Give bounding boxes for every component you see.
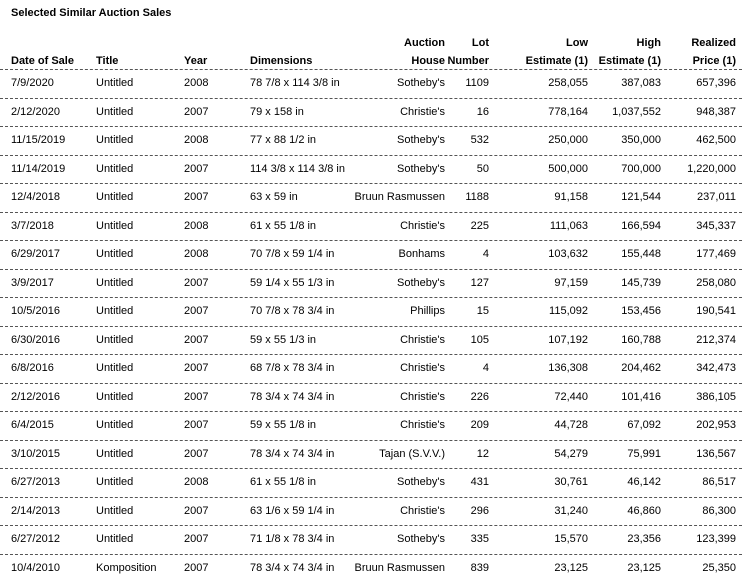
cell-dimensions: 114 3/8 x 114 3/8 in	[250, 162, 345, 175]
cell-lot: 532	[470, 134, 489, 146]
cell-house: Christie's	[400, 362, 445, 374]
cell-title: Untitled	[96, 333, 134, 346]
table-row	[0, 525, 742, 554]
table-row	[0, 269, 742, 298]
table-row	[0, 440, 742, 469]
cell-house: Bonhams	[398, 248, 445, 260]
cell-price: 202,953	[696, 419, 736, 431]
table-row	[0, 411, 742, 440]
cell-year: 2007	[184, 162, 209, 175]
cell-house: Tajan (S.V.V.)	[379, 447, 445, 460]
cell-title: Untitled	[96, 362, 134, 374]
cell-title: Untitled	[96, 134, 134, 146]
cell-title: Untitled	[96, 191, 134, 203]
header-price-line2: Price (1)	[692, 55, 736, 67]
cell-lot: 226	[470, 390, 489, 403]
cell-title: Untitled	[96, 248, 134, 260]
cell-dimensions: 59 x 55 1/8 in	[250, 419, 317, 431]
cell-price: 177,469	[696, 248, 736, 260]
cell-dimensions: 61 x 55 1/8 in	[250, 219, 317, 232]
header-price-line1: Realized	[691, 37, 736, 49]
cell-price: 345,337	[696, 219, 736, 232]
cell-date: 2/12/2020	[11, 105, 60, 118]
cell-house: Christie's	[400, 504, 445, 517]
cell-title: Komposition	[96, 561, 157, 574]
cell-high: 121,544	[621, 191, 661, 203]
cell-house: Christie's	[400, 219, 445, 232]
cell-dimensions: 78 3/4 x 74 3/4 in	[250, 447, 335, 460]
table-row	[0, 183, 742, 212]
cell-high: 101,416	[621, 390, 661, 403]
cell-price: 657,396	[696, 77, 736, 89]
table-row	[0, 297, 742, 326]
cell-lot: 105	[470, 333, 489, 346]
cell-high: 46,860	[627, 504, 661, 517]
cell-low: 91,158	[554, 191, 588, 203]
cell-date: 3/7/2018	[11, 219, 54, 232]
cell-dimensions: 61 x 55 1/8 in	[250, 476, 317, 488]
cell-price: 136,567	[696, 447, 736, 460]
header-title: Title	[96, 55, 119, 67]
header-house-line2: House	[411, 55, 445, 67]
cell-title: Untitled	[96, 533, 134, 545]
table-row	[0, 240, 742, 269]
cell-year: 2008	[184, 77, 209, 89]
cell-dimensions: 71 1/8 x 78 3/4 in	[250, 533, 335, 545]
cell-date: 2/12/2016	[11, 390, 60, 403]
cell-lot: 1109	[465, 77, 489, 89]
cell-price: 1,220,000	[687, 162, 736, 175]
table-row	[0, 155, 742, 184]
cell-low: 258,055	[548, 77, 588, 89]
cell-low: 115,092	[549, 305, 588, 317]
cell-date: 3/9/2017	[11, 276, 54, 289]
cell-house: Phillips	[410, 305, 445, 317]
cell-high: 145,739	[621, 276, 661, 289]
cell-dimensions: 59 1/4 x 55 1/3 in	[250, 276, 335, 289]
cell-price: 462,500	[696, 134, 736, 146]
cell-title: Untitled	[96, 476, 134, 488]
cell-high: 67,092	[627, 419, 661, 431]
cell-high: 23,125	[627, 561, 661, 574]
cell-lot: 209	[470, 419, 489, 431]
cell-high: 155,448	[621, 248, 661, 260]
cell-lot: 296	[470, 504, 489, 517]
cell-price: 386,105	[696, 390, 736, 403]
cell-dimensions: 68 7/8 x 78 3/4 in	[250, 362, 335, 374]
cell-title: Untitled	[96, 77, 134, 89]
cell-house: Sotheby's	[397, 77, 445, 89]
cell-lot: 431	[470, 476, 489, 488]
cell-low: 111,063	[549, 219, 588, 232]
cell-date: 10/5/2016	[11, 305, 60, 317]
cell-low: 136,308	[548, 362, 588, 374]
cell-high: 700,000	[621, 162, 661, 175]
cell-low: 103,632	[548, 248, 588, 260]
header-low-line1: Low	[566, 37, 588, 49]
cell-low: 72,440	[554, 390, 588, 403]
cell-year: 2008	[184, 248, 209, 260]
cell-year: 2007	[184, 333, 209, 346]
cell-dimensions: 78 3/4 x 74 3/4 in	[250, 561, 335, 574]
cell-lot: 225	[470, 219, 489, 232]
cell-house: Christie's	[400, 333, 445, 346]
cell-year: 2007	[184, 447, 209, 460]
cell-date: 10/4/2010	[11, 561, 60, 574]
cell-date: 6/8/2016	[11, 362, 54, 374]
cell-price: 237,011	[697, 191, 736, 203]
cell-price: 86,300	[702, 504, 736, 517]
cell-lot: 4	[482, 248, 489, 260]
cell-date: 2/14/2013	[11, 504, 60, 517]
cell-title: Untitled	[96, 162, 134, 175]
cell-house: Christie's	[400, 105, 445, 118]
cell-date: 7/9/2020	[11, 77, 54, 89]
cell-lot: 16	[476, 105, 489, 118]
cell-low: 250,000	[548, 134, 588, 146]
cell-date: 11/14/2019	[11, 162, 66, 175]
table-row	[0, 126, 742, 155]
cell-dimensions: 63 x 59 in	[250, 191, 298, 203]
cell-year: 2007	[184, 390, 209, 403]
header-row-bottom	[0, 54, 742, 68]
cell-title: Untitled	[96, 390, 134, 403]
cell-low: 778,164	[548, 105, 588, 118]
cell-title: Untitled	[96, 447, 134, 460]
cell-year: 2007	[184, 419, 209, 431]
cell-year: 2008	[184, 219, 209, 232]
cell-house: Christie's	[400, 390, 445, 403]
header-lot-line1: Lot	[471, 37, 489, 49]
cell-lot: 15	[476, 305, 489, 317]
cell-house: Bruun Rasmussen	[354, 561, 445, 574]
cell-high: 204,462	[621, 362, 661, 374]
cell-price: 948,387	[696, 105, 736, 118]
cell-lot: 127	[470, 276, 489, 289]
cell-dimensions: 70 7/8 x 59 1/4 in	[250, 248, 335, 260]
cell-year: 2007	[184, 533, 209, 545]
header-year: Year	[184, 55, 208, 67]
cell-house: Bruun Rasmussen	[354, 191, 445, 203]
cell-price: 342,473	[696, 362, 736, 374]
cell-price: 25,350	[702, 561, 736, 574]
cell-date: 3/10/2015	[11, 447, 60, 460]
header-lot-line2: Number	[447, 55, 489, 67]
cell-high: 387,083	[621, 77, 661, 89]
cell-lot: 4	[482, 362, 489, 374]
cell-high: 1,037,552	[612, 105, 661, 118]
cell-year: 2007	[184, 191, 209, 203]
cell-house: Sotheby's	[397, 276, 445, 289]
cell-dimensions: 78 7/8 x 114 3/8 in	[250, 77, 340, 89]
cell-low: 30,761	[554, 476, 588, 488]
cell-lot: 335	[470, 533, 489, 545]
cell-dimensions: 70 7/8 x 78 3/4 in	[250, 305, 335, 317]
cell-low: 23,125	[554, 561, 588, 574]
header-high-line1: High	[636, 37, 661, 49]
table-row	[0, 468, 742, 497]
cell-price: 86,517	[702, 476, 736, 488]
table-row	[0, 212, 742, 241]
cell-high: 153,456	[621, 305, 661, 317]
cell-year: 2007	[184, 504, 209, 517]
cell-house: Sotheby's	[397, 533, 445, 545]
cell-price: 123,399	[696, 533, 736, 545]
cell-title: Untitled	[96, 305, 134, 317]
cell-title: Untitled	[96, 219, 134, 232]
cell-year: 2007	[184, 362, 209, 374]
cell-year: 2008	[184, 134, 209, 146]
cell-date: 6/27/2013	[11, 476, 60, 488]
cell-low: 97,159	[554, 276, 588, 289]
cell-title: Untitled	[96, 504, 134, 517]
cell-date: 6/30/2016	[11, 333, 60, 346]
cell-high: 166,594	[621, 219, 661, 232]
cell-house: Sotheby's	[397, 134, 445, 146]
header-dimensions: Dimensions	[250, 55, 313, 67]
cell-low: 54,279	[554, 447, 588, 460]
table-row	[0, 69, 742, 98]
cell-low: 31,240	[554, 504, 588, 517]
header-date: Date of Sale	[11, 55, 74, 67]
header-low-line2: Estimate (1)	[525, 55, 588, 67]
cell-date: 12/4/2018	[11, 191, 60, 203]
cell-lot: 839	[470, 561, 489, 574]
cell-price: 190,541	[696, 305, 736, 317]
cell-date: 6/29/2017	[11, 248, 60, 260]
cell-title: Untitled	[96, 276, 134, 289]
page-title: Selected Similar Auction Sales	[11, 7, 172, 19]
cell-dimensions: 79 x 158 in	[250, 105, 304, 118]
cell-low: 107,192	[548, 333, 588, 346]
cell-high: 46,142	[627, 476, 661, 488]
cell-date: 6/27/2012	[11, 533, 60, 545]
cell-title: Untitled	[96, 419, 134, 431]
cell-price: 212,374	[696, 333, 736, 346]
cell-lot: 12	[476, 447, 489, 460]
header-row-top	[0, 36, 742, 50]
cell-high: 75,991	[627, 447, 661, 460]
cell-year: 2007	[184, 105, 209, 118]
cell-title: Untitled	[96, 105, 134, 118]
cell-year: 2008	[184, 476, 209, 488]
cell-date: 6/4/2015	[11, 419, 54, 431]
cell-house: Sotheby's	[397, 476, 445, 488]
cell-dimensions: 78 3/4 x 74 3/4 in	[250, 390, 335, 403]
header-house-line1: Auction	[404, 37, 445, 49]
header-high-line2: Estimate (1)	[598, 55, 661, 67]
cell-year: 2007	[184, 561, 209, 574]
cell-year: 2007	[184, 276, 209, 289]
cell-year: 2007	[184, 305, 209, 317]
cell-lot: 1188	[465, 191, 489, 203]
cell-high: 350,000	[621, 134, 661, 146]
cell-high: 23,356	[627, 533, 661, 545]
cell-dimensions: 77 x 88 1/2 in	[250, 134, 317, 146]
cell-price: 258,080	[696, 276, 736, 289]
cell-dimensions: 59 x 55 1/3 in	[250, 333, 317, 346]
table-row	[0, 326, 742, 355]
cell-house: Christie's	[400, 419, 445, 431]
table-row	[0, 554, 742, 583]
table-row	[0, 98, 742, 127]
table-row	[0, 354, 742, 383]
sales-table-body	[0, 69, 742, 582]
cell-house: Sotheby's	[397, 162, 445, 175]
table-row	[0, 383, 742, 412]
cell-dimensions: 63 1/6 x 59 1/4 in	[250, 504, 335, 517]
cell-lot: 50	[476, 162, 489, 175]
cell-date: 11/15/2019	[11, 134, 66, 146]
cell-low: 500,000	[548, 162, 588, 175]
cell-high: 160,788	[621, 333, 661, 346]
cell-low: 15,570	[554, 533, 588, 545]
cell-low: 44,728	[554, 419, 588, 431]
table-row	[0, 497, 742, 526]
